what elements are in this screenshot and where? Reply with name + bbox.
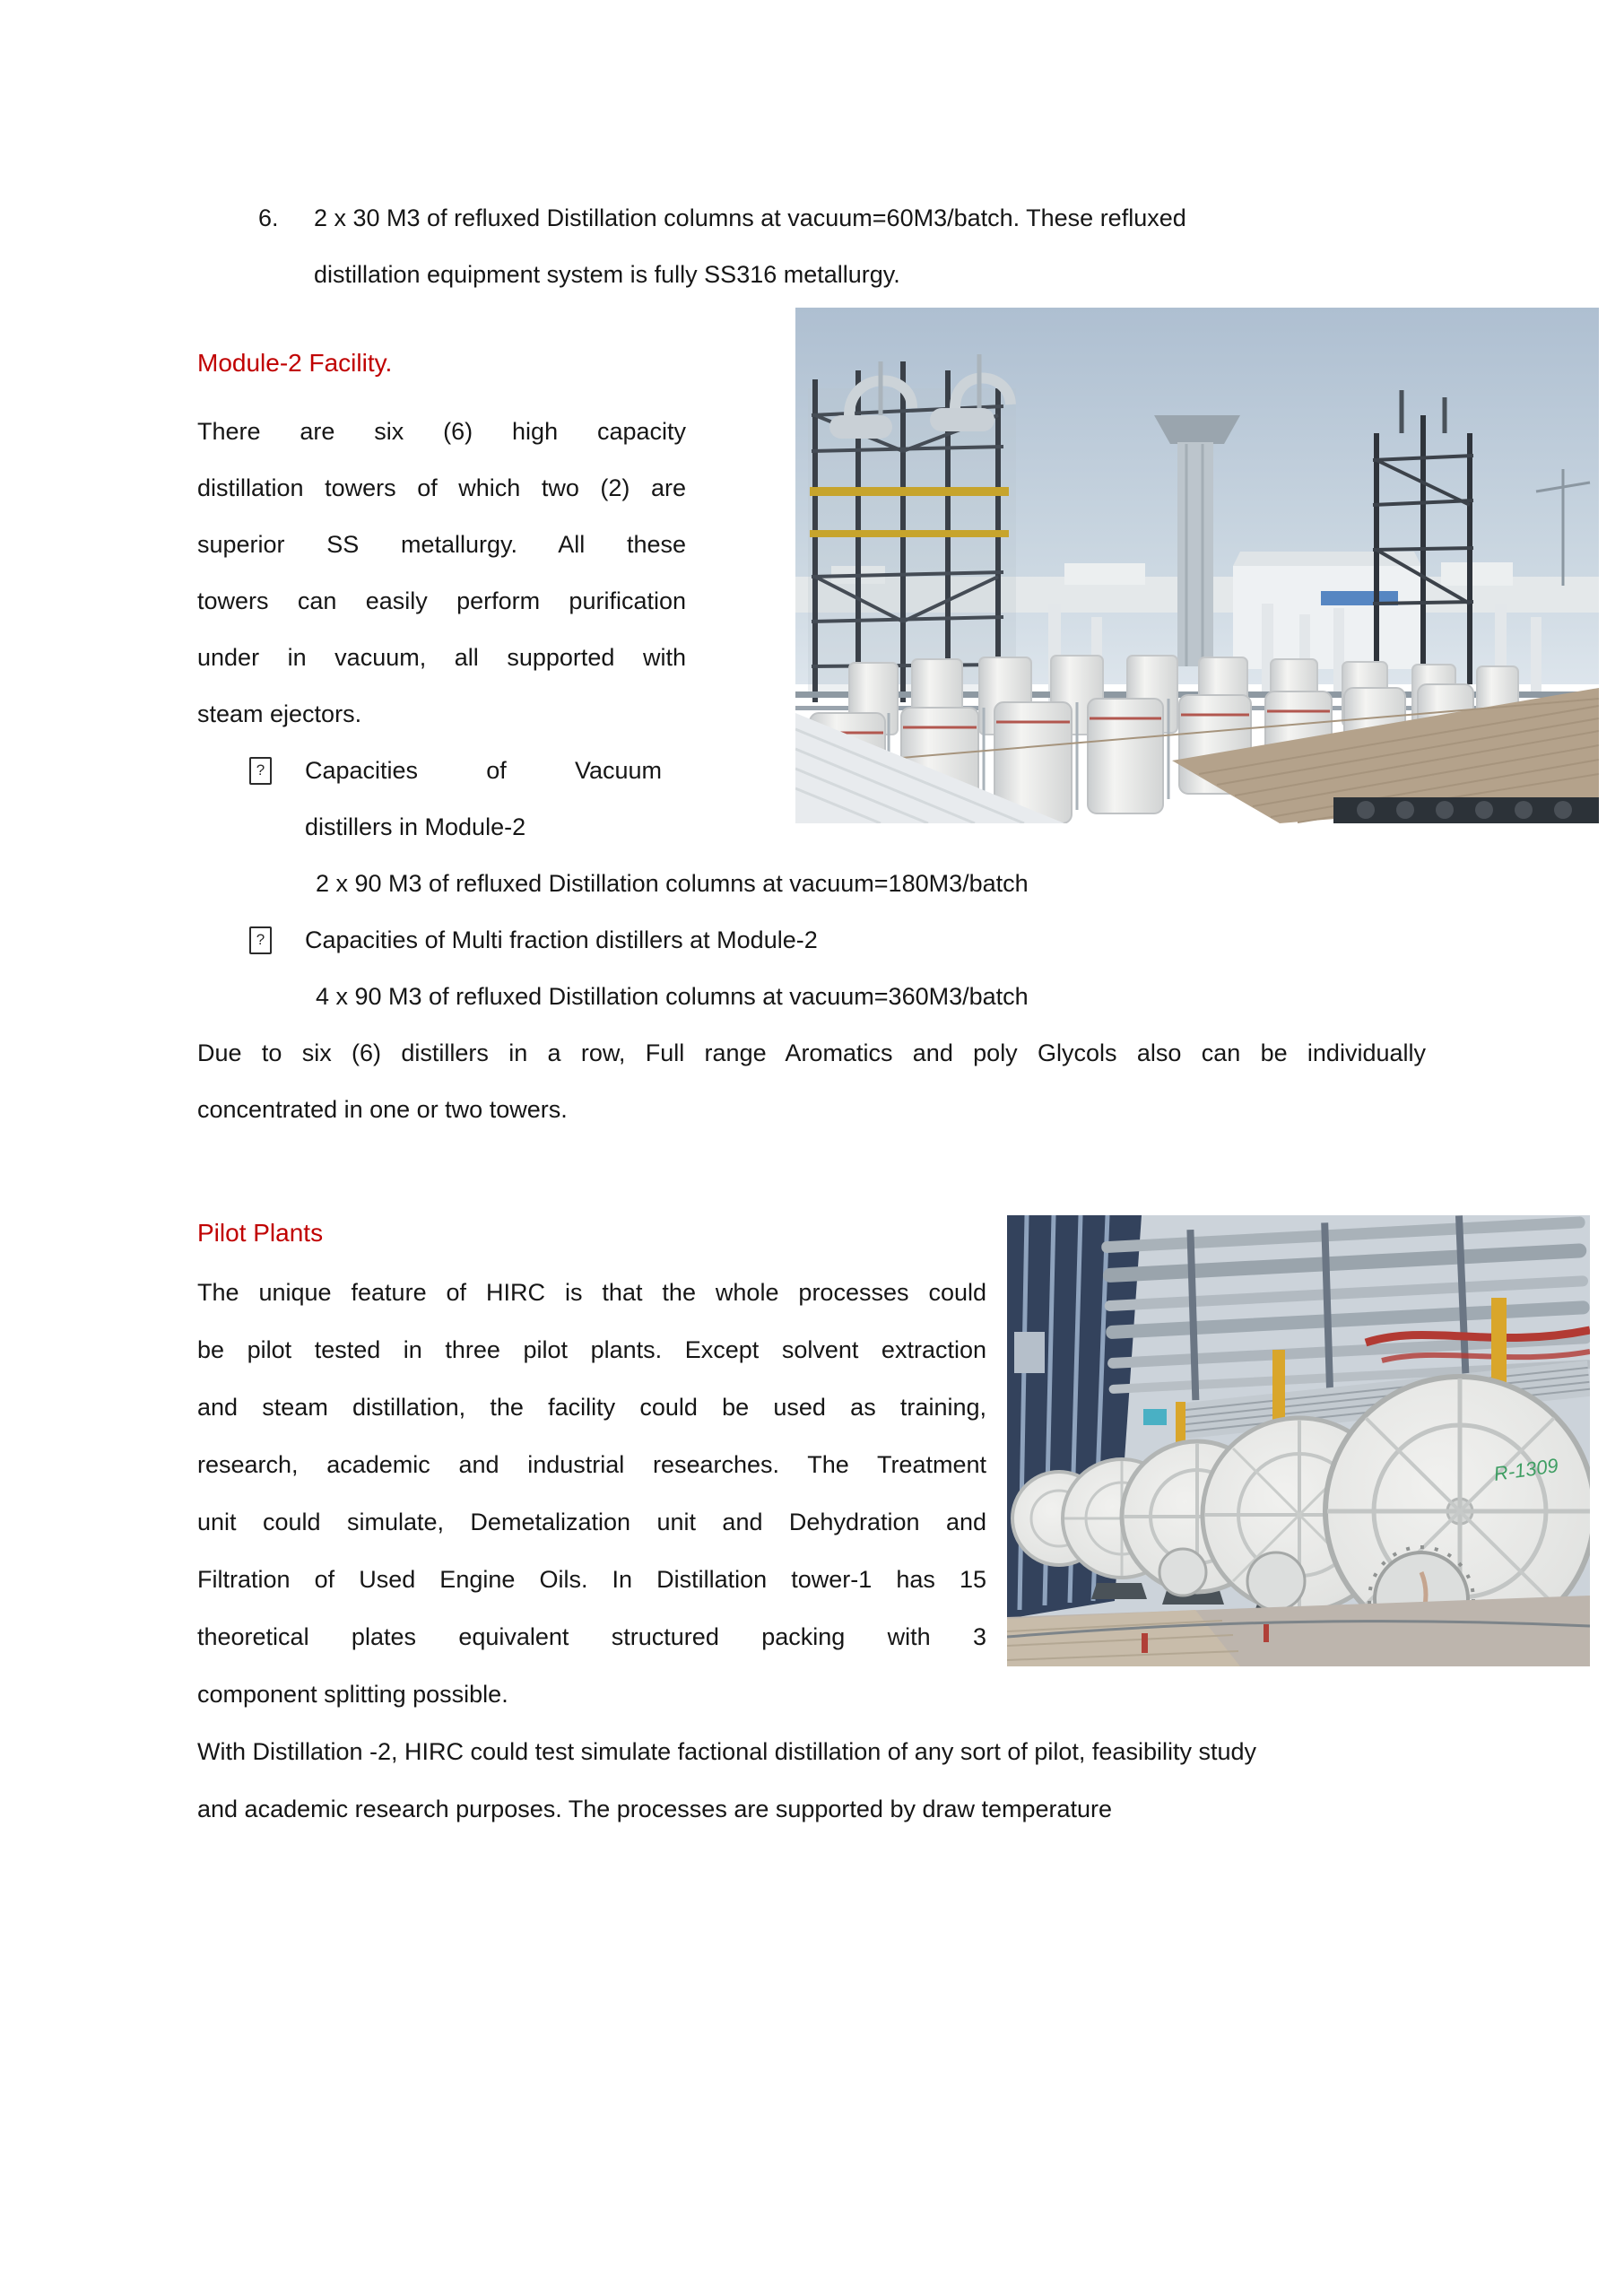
list-item-number: 6. [258,204,279,231]
bullet-1-line-1: Capacities of Vacuum [305,757,662,784]
module-2-paragraph-line: towers can easily perform purification [197,587,686,614]
red-post [1142,1633,1148,1653]
left-distillation-tower-structure [808,354,1016,702]
section-heading-pilot-plants: Pilot Plants [197,1219,324,1247]
pilot-closing-line-2: and academic research purposes. The processes are supported by draw temperature [197,1796,1113,1822]
yellow-platform [810,487,1009,496]
yellow-platform [810,530,1009,537]
pilot-photo-illustration [1007,1215,1590,1666]
pilot-paragraph-line: Filtration of Used Engine Oils. In Distillation tower-1 has 15 [197,1566,986,1593]
pilot-paragraph-line: unit could simulate, Demetalization unit and Dehydration and [197,1509,986,1535]
module-2-closing-line-1: Due to six (6) distillers in a row, Full range Aromatics and poly Glycols also can be individually [197,1039,1426,1066]
module-2-paragraph-line: under in vacuum, all supported with [197,644,686,671]
bullet-item-1 [249,743,272,799]
rooftop-equipment [1333,797,1599,823]
pilot-plant-autoclaves-photo [1007,1215,1590,1666]
plant-photo-illustration [795,308,1599,823]
manhole [1159,1549,1206,1596]
pilot-paragraph-line: The unique feature of HIRC is that the whole processes could [197,1279,986,1306]
pilot-plants-paragraph [197,1264,986,1723]
manhole [1247,1552,1305,1610]
module-2-closing-paragraph [197,1025,1426,1138]
bullet-item-2-text [305,912,818,969]
bullet-item-1-text [305,743,662,856]
module-2-closing-line-2: concentrated in one or two towers. [197,1096,568,1123]
pilot-paragraph-line: and steam distillation, the facility could be used as training, [197,1394,986,1421]
pilot-paragraph-line: research, academic and industrial researches. The Treatment [197,1451,986,1478]
red-post [1264,1624,1269,1642]
teal-valve [1143,1409,1167,1425]
capacity-line-180m3-text: 2 x 90 M3 of refluxed Distillation columns at vacuum=180M3/batch [316,870,1029,897]
list-item-6-line-2: distillation equipment system is fully SS316 metallurgy. [314,261,900,288]
bullet-item-2 [249,912,272,969]
module-2-paragraph-line: steam ejectors. [197,700,362,727]
list-item-6 [314,190,1444,303]
capacity-line-180m3 [316,856,1029,912]
capacity-line-360m3-text: 4 x 90 M3 of refluxed Distillation columns at vacuum=360M3/batch [316,983,1029,1010]
pilot-closing-paragraph [197,1723,1480,1838]
pilot-paragraph-line: be pilot tested in three pilot plants. Except solvent extraction [197,1336,986,1363]
missing-glyph-bullet-icon: ? [249,926,272,954]
bullet-1-line-2: distillers in Module-2 [305,813,526,840]
module-2-paragraph-line: There are six (6) high capacity [197,418,686,445]
pilot-paragraph-line: theoretical plates equivalent structured packing with 3 [197,1623,986,1650]
missing-glyph-bullet-icon: ? [249,757,272,785]
module-2-paragraph [197,404,686,743]
capacity-line-360m3 [316,969,1029,1025]
list-item-6-line-1: 2 x 30 M3 of refluxed Distillation columns at vacuum=60M3/batch. These refluxed [314,204,1186,231]
pilot-closing-line-1: With Distillation -2, HIRC could test simulate factional distillation of any sort of pilot, feasibility study [197,1738,1256,1765]
module-2-paragraph-line: superior SS metallurgy. All these [197,531,686,558]
module-2-paragraph-line: distillation towers of which two (2) are [197,474,686,501]
bullet-2-line: Capacities of Multi fraction distillers at Module-2 [305,926,818,953]
vessel-id-label: R-1309 [1492,1454,1560,1485]
module-2-plant-photo [795,308,1599,823]
section-heading-module-2: Module-2 Facility. [197,349,393,377]
warehouse-building [1233,552,1421,669]
pilot-paragraph-line: component splitting possible. [197,1681,508,1708]
